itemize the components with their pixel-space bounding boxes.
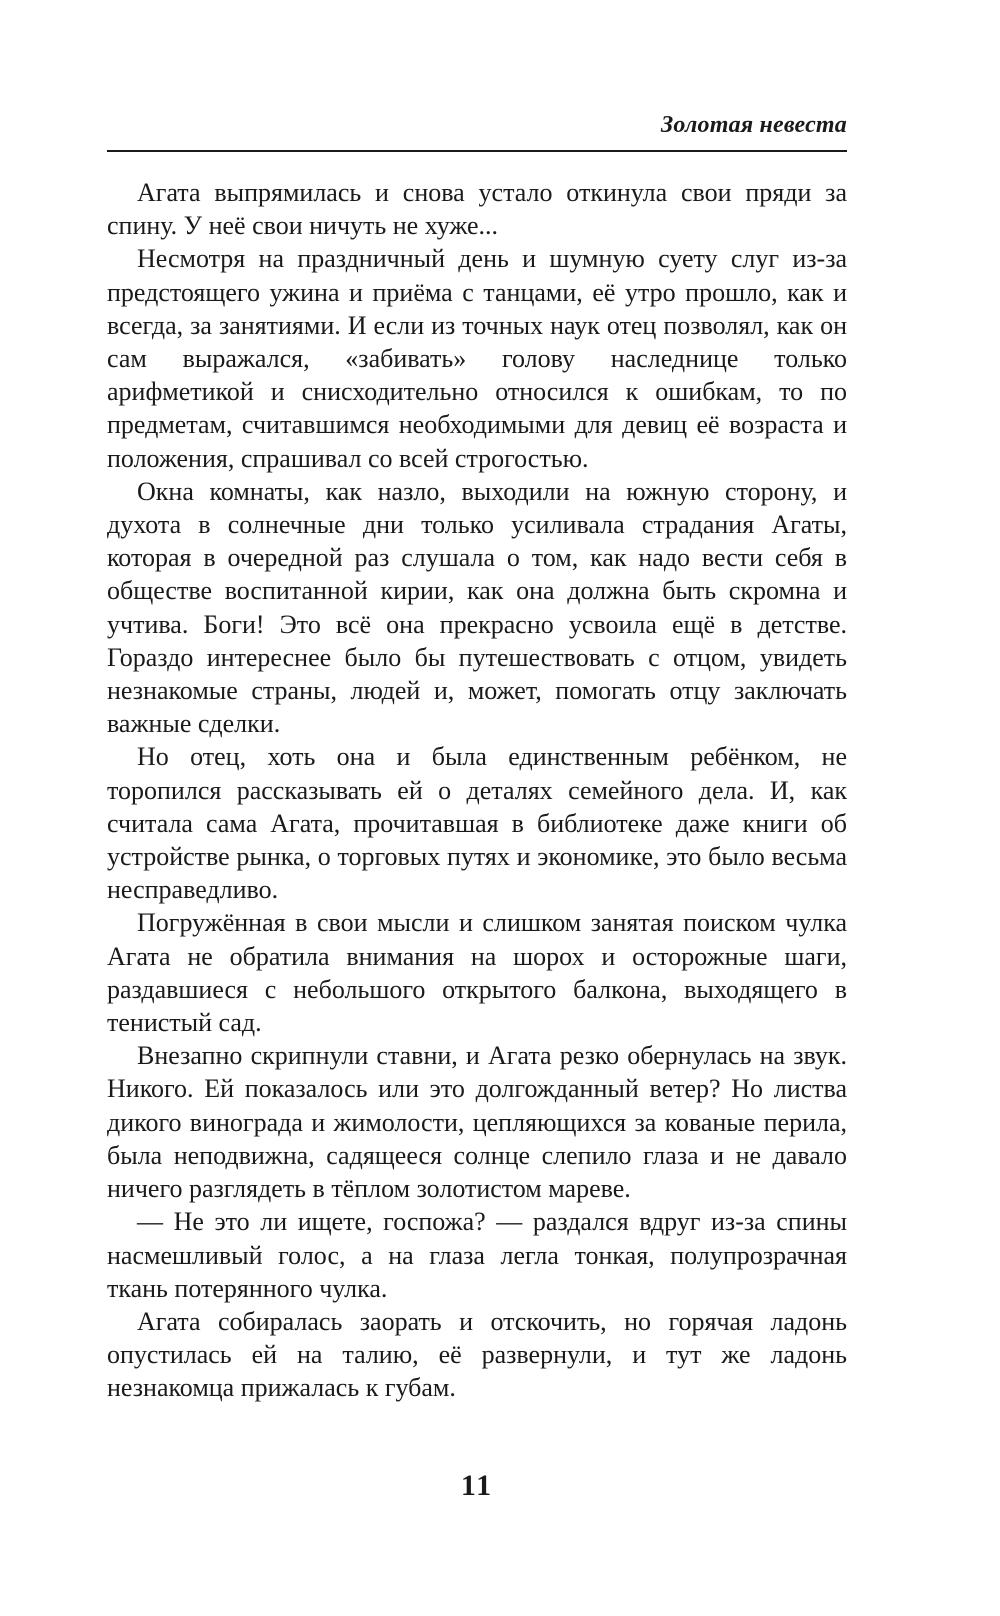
- paragraph: Внезапно скрипнули ставни, и Агата резко обернулась на звук. Никого. Ей показалось или это долгожданный ветер? Но листва дикого винограда и жимолости, цепляющихся за кованые перила, была неподвижна, садящееся солнце слепило глаза и не давало ничего разглядеть в тёплом золотистом мареве.: [107, 1041, 847, 1204]
- paragraph: Агата собиралась заорать и отскочить, но горячая ладонь опустилась ей на талию, её развернули, и тут же ладонь незнакомца прижалась к губам.: [107, 1306, 847, 1403]
- header-rule: [107, 150, 847, 152]
- page-number: 11: [460, 1469, 494, 1502]
- running-head: Золотая невеста: [660, 112, 847, 138]
- paragraph: — Не это ли ищете, госпожа? — раздался вдруг из-за спины насмешливый голос, а на глаза легла тонкая, полупрозрачная ткань потерянного чулка.: [107, 1207, 847, 1303]
- book-page: [107, 0, 847, 1616]
- paragraph: Агата выпрямилась и снова устало откинула свои пряди за спину. У неё свои ничуть не хуже...: [107, 178, 847, 241]
- paragraph: Окна комнаты, как назло, выходили на южную сторону, и духота в солнечные дни только усиливала страдания Агаты, которая в очередной раз слушала о том, как надо вести себя в обществе воспитанной кирии, как она должна быть скромна и учтива. Боги! Это всё она прекрасно усвоила ещё в детстве. Гораздо интереснее было бы путешествовать с отцом, увидеть незнакомые страны, людей и, может, помогать отцу заключать важные сделки.: [107, 476, 847, 739]
- paragraph: Несмотря на праздничный день и шумную суету слуг из-за предстоящего ужина и приёма с танцами, её утро прошло, как и всегда, за занятиями. И если из точных наук отец позволял, как он сам выражался, «забивать» голову наследнице только арифметикой и снисходительно относился к ошибкам, то по предметам, считавшимся необходимыми для девиц её возраста и положения, спрашивал со всей строгостью.: [107, 244, 847, 473]
- body-text: [107, 176, 847, 1405]
- paragraph: Но отец, хоть она и была единственным ребёнком, не торопился рассказывать ей о деталях семейного дела. И, как считала сама Агата, прочитавшая в библиотеке даже книги об устройстве рынка, о торговых путях и экономике, это было весьма несправедливо.: [107, 742, 847, 905]
- paragraph: Погружённая в свои мысли и слишком занятая поиском чулка Агата не обратила внимания на шорох и осторожные шаги, раздавшиеся с небольшого открытого балкона, выходящего в тенистый сад.: [107, 908, 847, 1038]
